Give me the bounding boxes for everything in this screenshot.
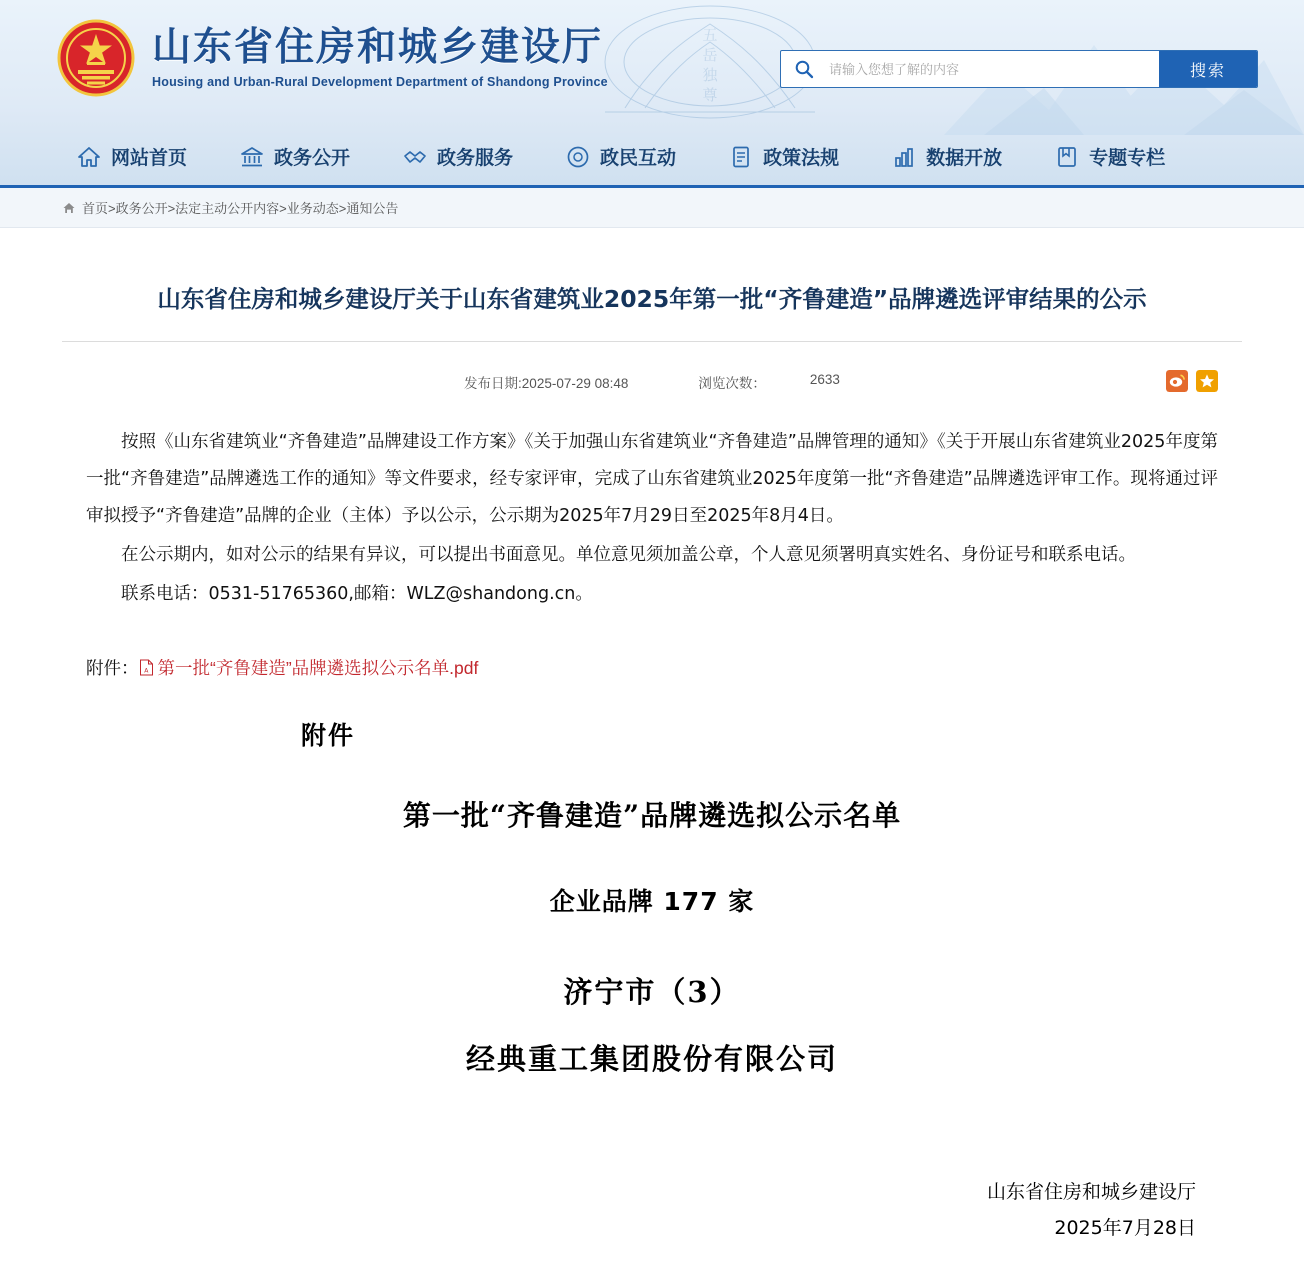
nav-label: 专题专栏 (1089, 147, 1166, 169)
svg-text:尊: 尊 (702, 86, 718, 104)
article-meta (62, 358, 1242, 406)
bottom-spacer (62, 1246, 1242, 1280)
brand-title-cn: 山东省住房和城乡建设厅 (152, 24, 604, 70)
nav-item-home[interactable] (50, 143, 213, 170)
home-small-icon (62, 201, 76, 215)
national-emblem-icon (56, 18, 136, 98)
nav-label: 网站首页 (111, 147, 188, 169)
handshake-icon (402, 144, 428, 170)
attachment-line (62, 655, 1242, 680)
search-button[interactable]: 搜索 (1159, 51, 1257, 87)
nav-label: 政策法规 (763, 147, 840, 169)
nav-item-public-interaction[interactable] (539, 143, 702, 170)
preview-sign-date: 2025年7月28日 (1054, 1217, 1196, 1240)
preview-company: 经典重工集团股份有限公司 (465, 1042, 838, 1077)
nav-item-special-topics[interactable] (1028, 143, 1191, 170)
page-title: 山东省住房和城乡建设厅关于山东省建筑业2025年第一批“齐鲁建造”品牌遴选评审结果的公示 (62, 278, 1242, 342)
attachment-preview (62, 680, 1242, 1246)
home-icon (76, 144, 102, 170)
search-box[interactable] (780, 50, 1258, 88)
chat-icon (565, 144, 591, 170)
nav-item-government-disclosure[interactable] (213, 143, 376, 170)
share-icons[interactable] (1166, 370, 1218, 392)
paragraph: 按照《山东省建筑业“齐鲁建造”品牌建设工作方案》《关于加强山东省建筑业“齐鲁建造”品牌管理的通知》《关于开展山东省建筑业2025年度第一批“齐鲁建造”品牌遴选工作的通知》等文件要求，经专家评审，完成了山东省建筑业2025年度第一批“齐鲁建造”品牌遴选评审工作。现将通过评审拟授予“齐鲁建造”品牌的企业（主体）予以公示，公示期为2025年7月29日至2025年8月4日。 (86, 431, 1218, 526)
publish-date: 发布日期:2025-07-29 08:48 (464, 375, 629, 391)
paragraph: 在公示期内，如对公示的结果有异议，可以提出书面意见。单位意见须加盖公章，个人意见须署明真实姓名、身份证号和联系电话。 (121, 545, 1136, 565)
attachment-file-name: 第一批“齐鲁建造”品牌遴选拟公示名单.pdf (157, 658, 479, 679)
brand-title-en: Housing and Urban-Rural Development Department of Shandong Province (152, 74, 608, 89)
attachment-link[interactable] (139, 655, 479, 680)
bank-icon (239, 144, 265, 170)
nav-item-policies-regulations[interactable] (702, 143, 865, 170)
main-navigation[interactable] (0, 128, 1304, 188)
board-icon (1054, 144, 1080, 170)
site-brand[interactable] (56, 18, 608, 98)
breadcrumb-path[interactable]: 首页>政务公开>法定主动公开内容>业务动态>通知公告 (82, 201, 399, 216)
preview-signature (86, 1174, 1218, 1246)
chart-icon (891, 144, 917, 170)
search-icon (781, 51, 827, 87)
svg-text:A: A (143, 667, 148, 675)
nav-item-open-data[interactable] (865, 143, 1028, 170)
svg-text:独: 独 (702, 66, 718, 84)
weibo-share-icon[interactable] (1166, 370, 1188, 392)
preview-title: 第一批“齐鲁建造”品牌遴选拟公示名单 (402, 799, 902, 833)
search-input[interactable] (827, 51, 1159, 87)
document-icon (728, 144, 754, 170)
nav-label: 政民互动 (600, 147, 677, 169)
favorite-star-icon[interactable] (1196, 370, 1218, 392)
attachment-label: 附件： (86, 658, 139, 679)
svg-text:岳: 岳 (702, 46, 718, 64)
views-count: 2633 (809, 371, 840, 387)
nav-label: 数据开放 (926, 147, 1003, 169)
preview-city: 济宁市（3） (563, 975, 741, 1010)
preview-subtitle: 企业品牌 177 家 (549, 887, 755, 917)
nav-label: 政务服务 (437, 147, 514, 169)
preview-sign-org: 山东省住房和城乡建设厅 (986, 1181, 1196, 1204)
article (62, 228, 1242, 1280)
svg-text:五: 五 (702, 26, 718, 44)
site-header (0, 0, 1304, 188)
nav-item-government-services[interactable] (376, 143, 539, 170)
pdf-icon (139, 659, 154, 676)
article-body (62, 406, 1242, 613)
preview-fujian-label: 附件 (301, 721, 356, 751)
paragraph: 联系电话：0531-51765360,邮箱：WLZ@shandong.cn。 (121, 584, 593, 605)
breadcrumb[interactable] (0, 188, 1304, 228)
views-label: 浏览次数： (698, 375, 766, 391)
nav-label: 政务公开 (274, 147, 351, 169)
